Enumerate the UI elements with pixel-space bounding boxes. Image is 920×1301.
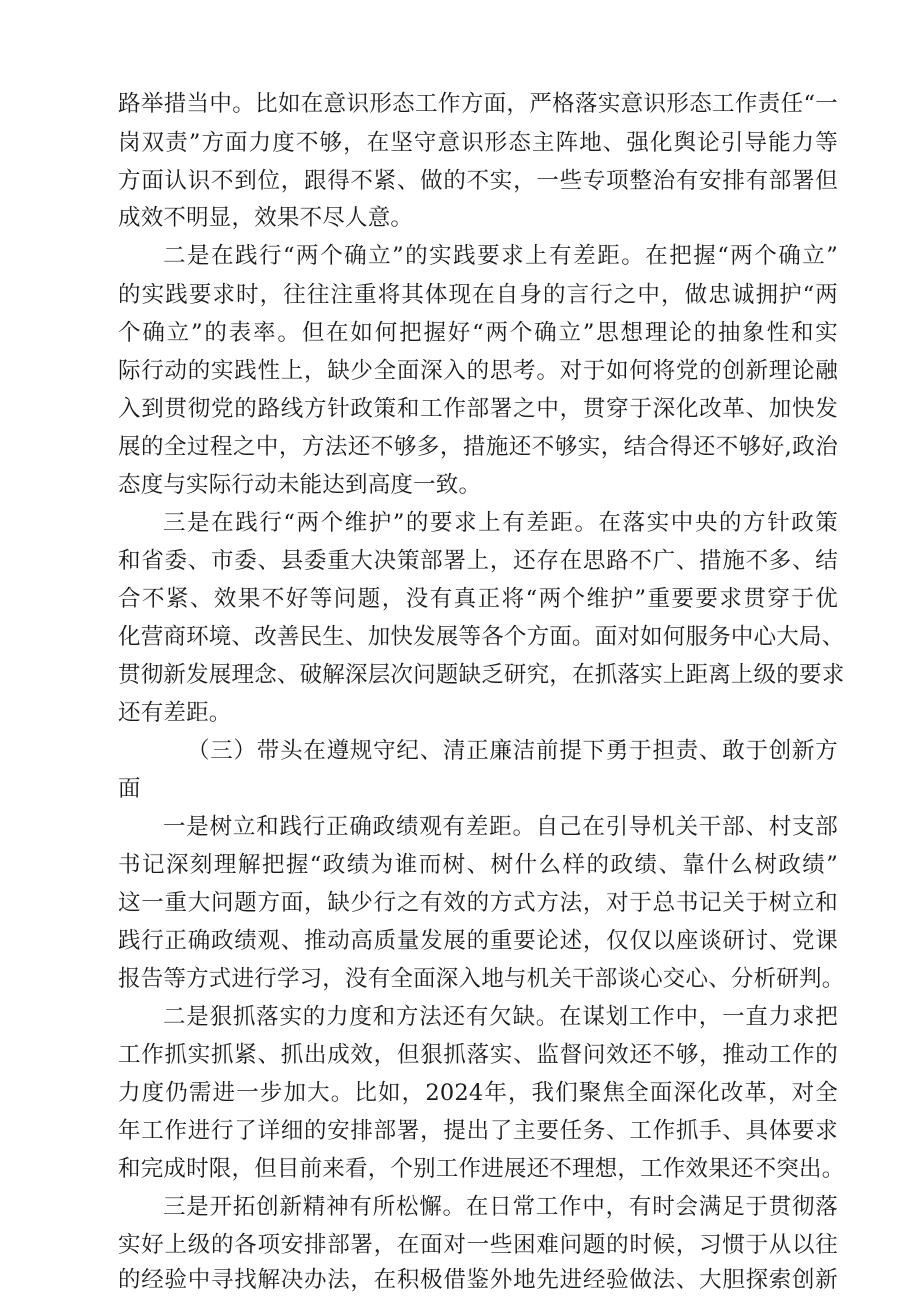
text-line: 实好上级的各项安排部署，在面对一些困难问题的时候，习惯于从以往 — [118, 1232, 838, 1258]
text-line: 年工作进行了详细的安排部署，提出了主要任务、工作抓手、具体要求 — [118, 1118, 838, 1144]
paragraph-first-line: 一是树立和践行正确政绩观有差距。自己在引导机关干部、村支部 — [163, 814, 838, 840]
text-line: 态度与实际行动未能达到高度一致。 — [118, 472, 482, 498]
text-line: 个确立”的表率。但在如何把握好“两个确立”思想理论的抽象性和实 — [118, 320, 838, 346]
text-line: 还有差距。 — [118, 700, 232, 726]
section-heading: （三）带头在遵规守纪、清正廉洁前提下勇于担责、敢于创新方 — [187, 738, 838, 764]
text-line: 路举措当中。比如在意识形态工作方面，严格落实意识形态工作责任“一 — [118, 91, 838, 117]
text-line: 成效不明显，效果不尽人意。 — [118, 205, 414, 231]
text-line: 的经验中寻找解决办法，在积极借鉴外地先进经验做法、大胆探索创新 — [118, 1267, 838, 1293]
text-line: 践行正确政绩观、推动高质量发展的重要论述，仅仅以座谈研讨、党课 — [118, 928, 838, 954]
paragraph-first-line: 二是在践行“两个确立”的实践要求上有差距。在把握“两个确立” — [163, 243, 838, 269]
text-line: 入到贯彻党的路线方针政策和工作部署之中，贯穿于深化改革、加快发 — [118, 396, 838, 422]
section-heading-continued: 面 — [118, 776, 141, 802]
text-line: 报告等方式进行学习，没有全面深入地与机关干部谈心交心、分析研判。 — [118, 966, 845, 992]
text-line: 际行动的实践性上，缺少全面深入的思考。对于如何将党的创新理论融 — [118, 358, 838, 384]
text-line: 化营商环境、改善民生、加快发展等各个方面。面对如何服务中心大局、 — [118, 624, 845, 650]
text-line: 方面认识不到位，跟得不紧、做的不实，一些专项整治有安排有部署但 — [118, 168, 838, 194]
text-line: 工作抓实抓紧、抓出成效，但狠抓落实、监督问效还不够，推动工作的 — [118, 1042, 838, 1068]
text-line: 和完成时限，但目前来看，个别工作进展还不理想，工作效果还不突出。 — [118, 1156, 845, 1182]
text-line: 和省委、市委、县委重大决策部署上，还存在思路不广、措施不多、结 — [118, 548, 838, 574]
text-line: 合不紧、效果不好等问题，没有真正将“两个维护”重要要求贯穿于优 — [118, 586, 838, 612]
paragraph-first-line: 二是狠抓落实的力度和方法还有欠缺。在谋划工作中，一直力求把 — [163, 1004, 838, 1030]
paragraph-first-line: 三是在践行“两个维护”的要求上有差距。在落实中央的方针政策 — [163, 510, 838, 536]
text-line: 这一重大问题方面，缺少行之有效的方式方法，对于总书记关于树立和 — [118, 890, 838, 916]
text-line: 贯彻新发展理念、破解深层次问题缺乏研究，在抓落实上距离上级的要求 — [118, 662, 845, 688]
text-line: 力度仍需进一步加大。比如，2024年，我们聚焦全面深化改革，对全 — [118, 1080, 838, 1106]
paragraph-first-line: 三是开拓创新精神有所松懈。在日常工作中，有时会满足于贯彻落 — [163, 1194, 838, 1220]
text-line: 的实践要求时，往往注重将其体现在自身的言行之中，做忠诚拥护“两 — [118, 282, 838, 308]
text-line: 书记深刻理解把握“政绩为谁而树、树什么样的政绩、靠什么树政绩” — [118, 852, 838, 878]
text-line: 展的全过程之中，方法还不够多，措施还不够实，结合得还不够好,政治 — [118, 434, 838, 460]
text-line: 岗双责”方面力度不够，在坚守意识形态主阵地、强化舆论引导能力等 — [118, 130, 838, 156]
